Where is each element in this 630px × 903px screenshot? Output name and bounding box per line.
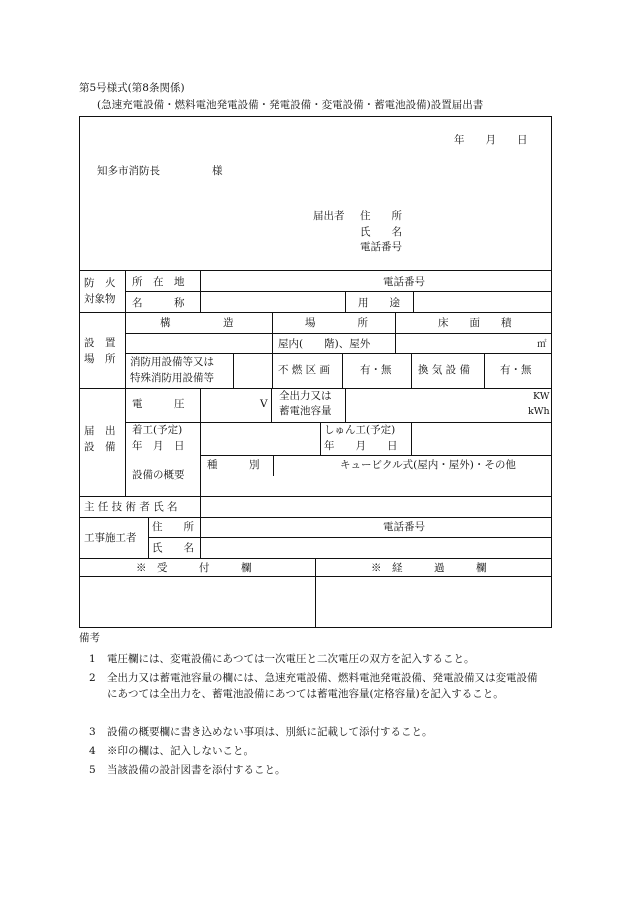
note-item: 5 当該設備の設計図書を添付すること。 [89, 764, 286, 776]
completion-date-label-2: 年 月 日 [324, 440, 398, 452]
output-label-2: 蓄電池容量 [279, 405, 332, 417]
form-number: 第5号様式(第8条関係) [79, 82, 185, 94]
voltage-label: 電 圧 [132, 398, 185, 410]
floor-area-label: 床 面 積 [438, 317, 512, 329]
type-label: 種 別 [207, 459, 260, 471]
date-field: 年 月 日 [454, 134, 528, 146]
applicant-address-label: 住 所 [360, 210, 402, 222]
area-unit: ㎡ [537, 339, 547, 350]
installation-group-label-2: 場 所 [84, 353, 116, 365]
ventilation-label: 換 気 設 備 [418, 364, 471, 376]
ventilation-value: 有・無 [500, 364, 532, 376]
fireproof-value: 有・無 [360, 364, 392, 376]
equipment-summary-label: 設備の概要 [132, 469, 185, 481]
start-date-label-1: 着工(予定) [132, 424, 183, 436]
indoor-outdoor: 屋内( 階)、屋外 [278, 338, 371, 350]
progress-column-label: ※ 経 過 欄 [371, 562, 487, 574]
contractor-phone-label: 電話番号 [383, 521, 425, 533]
notes-title: 備考 [79, 632, 100, 644]
contractor-address-label: 住 所 [152, 521, 194, 533]
note-item: 1 電圧欄には、変電設備にあつては一次電圧と二次電圧の双方を記入すること。 [89, 653, 475, 665]
reception-column-label: ※ 受 付 欄 [136, 562, 252, 574]
output-label-1: 全出力又は [279, 390, 332, 402]
contractor-name-label: 氏 名 [152, 542, 194, 554]
target-phone-label: 電話番号 [383, 276, 425, 288]
location-label: 所 在 地 [132, 276, 185, 288]
addressee-honorific: 様 [212, 165, 223, 177]
start-date-label-2: 年 月 日 [132, 440, 185, 452]
target-group-label-2: 対象物 [84, 293, 116, 305]
contractor-label: 工事施工者 [84, 532, 137, 544]
addressee: 知多市消防長 [97, 165, 160, 177]
equipment-group-label-2: 設 備 [84, 441, 116, 453]
fire-equipment-label-2: 特殊消防用設備等 [130, 372, 214, 384]
target-group-label-1: 防 火 [84, 277, 116, 289]
applicant-phone-label: 電話番号 [360, 241, 402, 253]
type-value: キュービクル式(屋内・屋外)・その他 [340, 459, 516, 471]
unit-kwh: kWh [528, 406, 550, 417]
note-item: 2 全出力又は蓄電池容量の欄には、急速充電設備、燃料電池発電設備、発電設備又は変電設備にあつては全出力を、蓄電池設備にあつては蓄電池容量(定格容量)を記入すること。 [89, 672, 538, 700]
unit-kw: KW [533, 391, 550, 402]
equipment-group-label-1: 届 出 [84, 425, 116, 437]
applicant-label: 届出者 [313, 210, 345, 222]
structure-label: 構 造 [160, 317, 234, 329]
fire-equipment-label-1: 消防用設備等又は [130, 356, 214, 368]
use-label: 用 途 [358, 297, 400, 309]
installation-group-label-1: 設 置 [84, 337, 116, 349]
place-label: 場 所 [305, 317, 368, 329]
target-name-label: 名 称 [132, 297, 185, 309]
note-item: 3 設備の概要欄に書き込めない事項は、別紙に記載して添付すること。 [89, 726, 433, 738]
applicant-name-label: 氏 名 [360, 226, 402, 238]
engineer-label: 主 任 技 術 者 氏 名 [84, 501, 178, 513]
note-item: 4 ※印の欄は、記入しないこと。 [89, 745, 254, 757]
fireproof-label: 不 燃 区 画 [278, 364, 331, 376]
completion-date-label-1: しゅん工(予定) [324, 424, 396, 436]
voltage-unit: V [260, 398, 268, 410]
form-title: (急速充電設備・燃料電池発電設備・発電設備・変電設備・蓄電池設備)設置届出書 [97, 99, 484, 111]
